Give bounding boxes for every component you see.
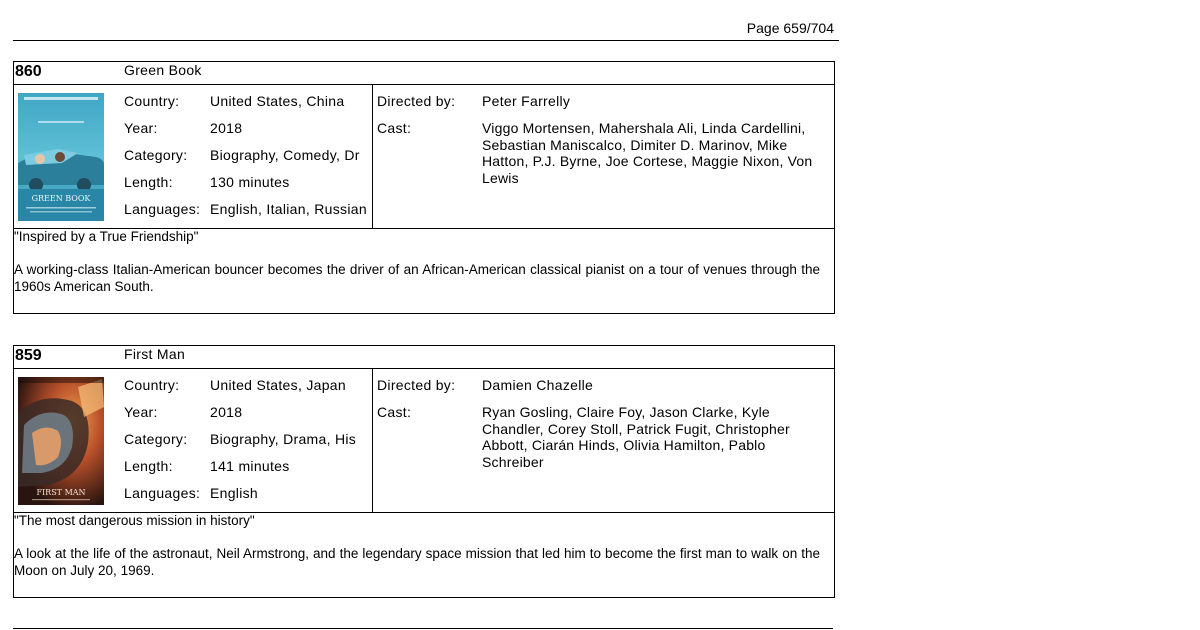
movie-synopsis: A look at the life of the astronaut, Neil Armstrong, and the legendary space mission that led him to become the first man to walk on the Moon on July 20, 1969. (14, 546, 820, 578)
poster-image (18, 93, 104, 221)
length-value: 141 minutes (210, 458, 290, 474)
poster-title-text: FIRST MAN (36, 488, 86, 497)
first-man-poster-icon (18, 377, 104, 505)
category-value: Biography, Drama, His (210, 431, 357, 447)
movie-card (13, 61, 835, 314)
country-label: Country: (124, 93, 180, 109)
year-label: Year: (124, 120, 158, 136)
category-value: Biography, Comedy, Dr (210, 147, 360, 163)
year-value: 2018 (210, 404, 243, 420)
page-number: Page 659/704 (746, 20, 834, 36)
movie-card-header (14, 62, 834, 85)
movie-number: 860 (15, 63, 42, 80)
movie-tagline: "Inspired by a True Friendship" (14, 229, 199, 244)
director-value: Damien Chazelle (482, 377, 594, 393)
movie-title: First Man (124, 346, 186, 362)
country-value: United States, China (210, 93, 345, 109)
country-value: United States, Japan (210, 377, 346, 393)
languages-label: Languages: (124, 485, 201, 501)
column-divider (372, 85, 373, 228)
movie-card-header (14, 346, 834, 369)
category-label: Category: (124, 147, 188, 163)
movie-number: 859 (15, 347, 42, 364)
languages-value: English, Italian, Russian (210, 201, 367, 217)
languages-label: Languages: (124, 201, 201, 217)
poster-title-text: GREEN BOOK (31, 194, 91, 203)
cast-value: Ryan Gosling, Claire Foy, Jason Clarke, Kyle Chandler, Corey Stoll, Patrick Fugit, Christopher Abbott, Ciarán Hinds, Olivia Hamilton, Pablo Schreiber (482, 404, 790, 470)
directed-by-label: Directed by: (377, 93, 456, 109)
green-book-poster-icon (18, 93, 104, 221)
length-value: 130 minutes (210, 174, 290, 190)
directed-by-label: Directed by: (377, 377, 456, 393)
next-card-border (13, 628, 833, 629)
length-label: Length: (124, 174, 173, 190)
movie-title: Green Book (124, 62, 202, 78)
year-value: 2018 (210, 120, 243, 136)
movie-synopsis: A working-class Italian-American bouncer becomes the driver of an African-American classical pianist on a tour of venues through the 1960s American South. (14, 262, 820, 294)
cast-value: Viggo Mortensen, Mahershala Ali, Linda Cardellini, Sebastian Maniscalco, Dimiter D. Marinov, Mike Hatton, P.J. Byrne, Joe Cortese, Maggie Nixon, Von Lewis (482, 120, 813, 186)
cast-label: Cast: (377, 120, 412, 136)
director-value: Peter Farrelly (482, 93, 571, 109)
movie-tagline: "The most dangerous mission in history" (14, 513, 255, 528)
movie-card (13, 345, 835, 598)
length-label: Length: (124, 458, 173, 474)
year-label: Year: (124, 404, 158, 420)
header-divider (13, 40, 839, 41)
poster-image (18, 377, 104, 505)
column-divider (372, 369, 373, 512)
languages-value: English (210, 485, 259, 501)
cast-label: Cast: (377, 404, 412, 420)
category-label: Category: (124, 431, 188, 447)
country-label: Country: (124, 377, 180, 393)
